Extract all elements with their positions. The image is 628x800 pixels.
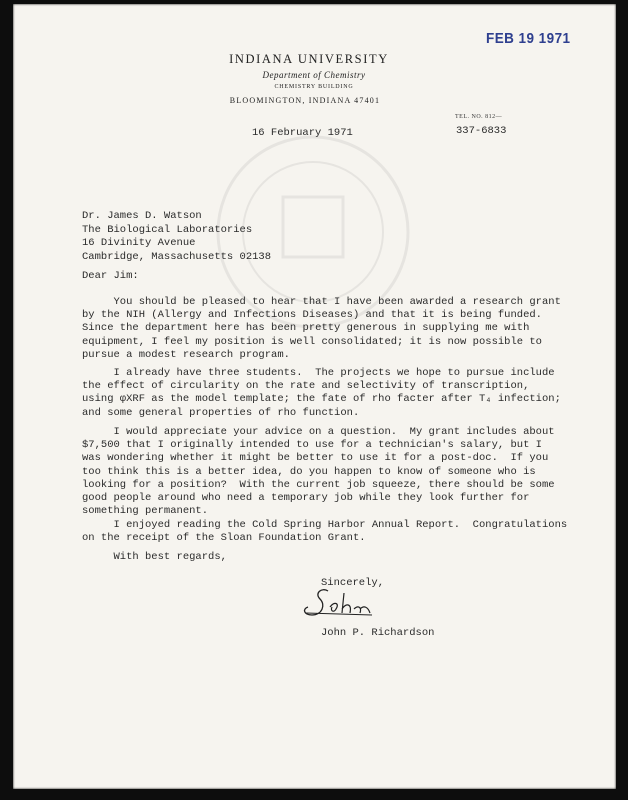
letter-date: 16 February 1971 bbox=[252, 127, 353, 139]
recipient-org: The Biological Laboratories bbox=[82, 223, 253, 236]
paragraph-grant: You should be pleased to hear that I have been awarded a research grant by the NIH (Allergy and Infections Diseases) and that it is being funded. Since the department here has been pretty generous in supplying me with equipment, I feel my position is well consolidated; it is now possible to pursue a modest research program. bbox=[82, 296, 561, 361]
salutation: Dear Jim: bbox=[82, 270, 139, 282]
letterhead-department: Department of Chemistry bbox=[262, 70, 366, 80]
paragraph-students: I already have three students. The projects we hope to pursue include the effect of circularity on the rate and selectivity of transcription, using φXRF as the model template; the fate of rho facter after T₄ infection; and some general properties of rho function. bbox=[82, 367, 561, 419]
signer-name: John P. Richardson bbox=[321, 627, 435, 639]
recipient-city: Cambridge, Massachusetts 02138 bbox=[82, 250, 272, 263]
closing: Sincerely, bbox=[321, 577, 385, 589]
letterhead-university: INDIANA UNIVERSITY bbox=[229, 52, 389, 66]
paragraph-report: I enjoyed reading the Cold Spring Harbor Annual Report. Congratulations on the receipt of the Sloan Foundation Grant. bbox=[82, 519, 568, 545]
tel-label: TEL. NO. 812— bbox=[455, 114, 503, 120]
recipient-street: 16 Divinity Avenue bbox=[82, 237, 196, 249]
tel-number: 337-6833 bbox=[456, 125, 507, 137]
letterhead-city: BLOOMINGTON, INDIANA 47401 bbox=[229, 96, 381, 105]
paragraph-regards: With best regards, bbox=[82, 551, 227, 563]
received-date-stamp: FEB 19 1971 bbox=[486, 30, 571, 47]
handwritten-signature bbox=[300, 585, 380, 625]
recipient-address bbox=[82, 210, 271, 264]
recipient-name: Dr. James D. Watson bbox=[82, 210, 202, 222]
letterhead-building: CHEMISTRY BUILDING bbox=[274, 84, 354, 90]
paragraph-advice: I would appreciate your advice on a question. My grant includes about $7,500 that I originally intended to use for a technician's salary, but I was wondering whether it might be better to use it for a post-doc. If you too think this is a better idea, do you happen to know of someone who is looking for a position? With the current job squeeze, there should be some good people around who need a temporary job while they look further for something permanent. bbox=[82, 426, 555, 518]
